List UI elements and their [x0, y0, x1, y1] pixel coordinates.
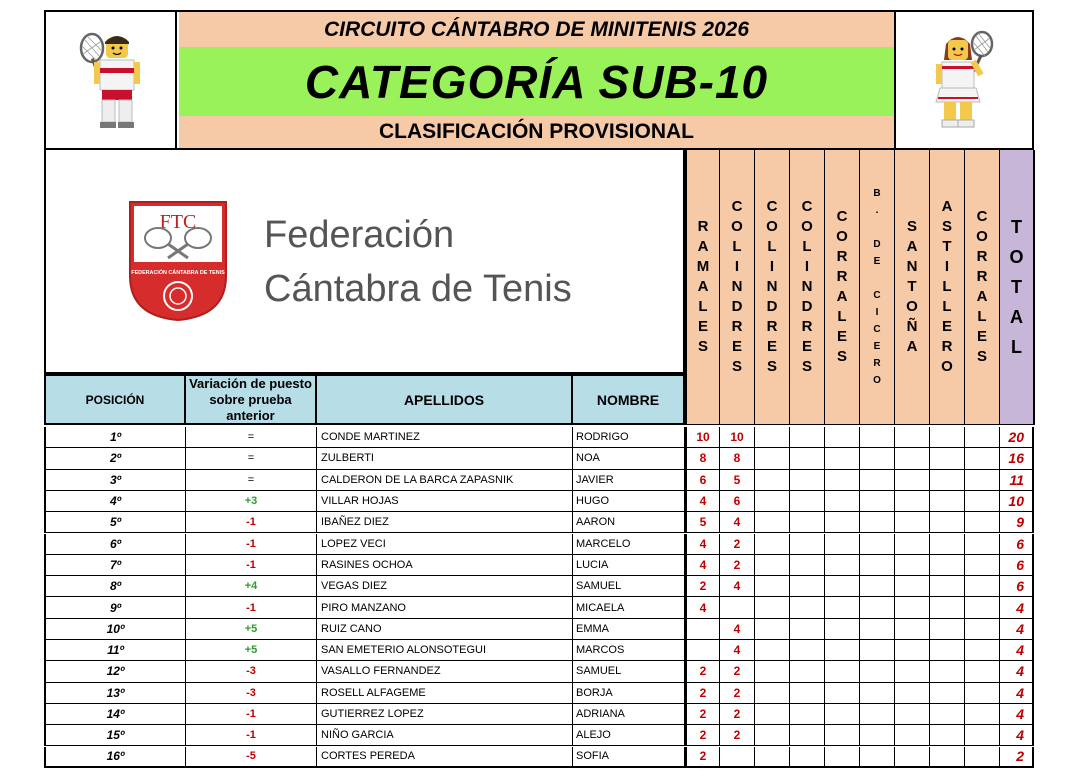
score-cell [825, 512, 860, 533]
surname-cell: CALDERON DE LA BARCA ZAPASNIK [317, 470, 573, 491]
position-cell: 2º [44, 448, 186, 469]
score-cell: 6 [685, 470, 720, 491]
name-cell: NOA [573, 448, 685, 469]
table-row [44, 704, 1034, 725]
tournament-header-9: C O R R A L E S [965, 150, 1000, 425]
score-cell [965, 534, 1000, 555]
name-cell: ADRIANA [573, 704, 685, 725]
score-cell [965, 597, 1000, 618]
score-cell [825, 555, 860, 576]
table-row [44, 555, 1034, 576]
score-cell [790, 619, 825, 640]
score-cell [895, 555, 930, 576]
tournament-header-2: C O L I N D R E S [720, 150, 755, 425]
score-cell: 2 [685, 576, 720, 597]
score-cell: 8 [685, 448, 720, 469]
name-cell: ALEJO [573, 725, 685, 746]
name-cell: JAVIER [573, 470, 685, 491]
score-cell [930, 555, 965, 576]
score-cell [755, 470, 790, 491]
score-cell [825, 448, 860, 469]
score-cell [755, 576, 790, 597]
score-cell [825, 470, 860, 491]
score-cell: 2 [720, 555, 755, 576]
total-cell: 6 [999, 555, 1034, 576]
surname-cell: PIRO MANZANO [317, 597, 573, 618]
col-surnames: APELLIDOS [317, 374, 573, 425]
score-cell [965, 491, 1000, 512]
score-cell [825, 619, 860, 640]
score-cell: 4 [685, 534, 720, 555]
score-cell [860, 597, 895, 618]
col-variation: Variación de puesto sobre prueba anterior [186, 374, 317, 425]
score-cell [930, 512, 965, 533]
surname-cell: SAN EMETERIO ALONSOTEGUI [317, 640, 573, 661]
score-cell [685, 640, 720, 661]
score-cell [825, 534, 860, 555]
player-figure-male [46, 12, 177, 148]
total-cell: 4 [999, 704, 1034, 725]
name-cell: LUCIA [573, 555, 685, 576]
score-cell [965, 619, 1000, 640]
score-cell [790, 427, 825, 448]
score-cell [755, 619, 790, 640]
score-cell: 5 [720, 470, 755, 491]
score-cell [860, 747, 895, 768]
score-cell [755, 683, 790, 704]
score-cell: 4 [720, 576, 755, 597]
score-cell [895, 512, 930, 533]
variation-cell: +5 [186, 640, 317, 661]
title-block [179, 12, 894, 148]
score-cell [930, 576, 965, 597]
score-cell: 4 [720, 512, 755, 533]
score-cell [965, 448, 1000, 469]
score-cell [755, 427, 790, 448]
score-cell [860, 619, 895, 640]
score-cell [895, 661, 930, 682]
tournament-header-8: A S T I L L E R O [930, 150, 965, 425]
score-cell [825, 704, 860, 725]
score-cell [895, 534, 930, 555]
score-cell [755, 640, 790, 661]
score-cell [755, 704, 790, 725]
variation-cell: -1 [186, 725, 317, 746]
name-cell: SAMUEL [573, 661, 685, 682]
tournament-header-6: B . D E C I C E R O [860, 150, 895, 425]
name-cell: SAMUEL [573, 576, 685, 597]
score-cell [755, 534, 790, 555]
score-cell [895, 619, 930, 640]
score-cell [860, 470, 895, 491]
score-cell [965, 747, 1000, 768]
table-row [44, 640, 1034, 661]
score-cell: 10 [685, 427, 720, 448]
score-cell: 2 [685, 747, 720, 768]
score-cell [825, 576, 860, 597]
score-cell: 10 [720, 427, 755, 448]
score-cell: 4 [685, 597, 720, 618]
score-cell [790, 725, 825, 746]
score-cell [860, 725, 895, 746]
score-cell [965, 470, 1000, 491]
total-cell: 11 [999, 470, 1034, 491]
score-cell [965, 512, 1000, 533]
table-row [44, 576, 1034, 597]
score-cell: 2 [720, 725, 755, 746]
score-cell [790, 555, 825, 576]
total-cell: 2 [999, 747, 1034, 768]
ranking-sheet [44, 10, 1034, 772]
table-row [44, 427, 1034, 448]
score-cell: 8 [720, 448, 755, 469]
score-cell [685, 619, 720, 640]
col-position: POSICIÓN [44, 374, 186, 425]
score-cell [720, 597, 755, 618]
score-cell [755, 597, 790, 618]
table-row [44, 661, 1034, 682]
score-cell [825, 683, 860, 704]
variation-cell: -3 [186, 661, 317, 682]
position-cell: 16º [44, 747, 186, 768]
player-figure-female [894, 12, 1032, 148]
position-cell: 10º [44, 619, 186, 640]
federation-name [264, 208, 572, 316]
score-cell [965, 661, 1000, 682]
score-cell [825, 661, 860, 682]
score-cell [930, 619, 965, 640]
score-cell [825, 491, 860, 512]
surname-cell: CORTES PEREDA [317, 747, 573, 768]
score-cell [860, 576, 895, 597]
variation-cell: = [186, 448, 317, 469]
score-cell: 2 [685, 661, 720, 682]
variation-cell: -1 [186, 704, 317, 725]
score-cell [930, 534, 965, 555]
total-cell: 6 [999, 576, 1034, 597]
score-cell [825, 725, 860, 746]
name-cell: HUGO [573, 491, 685, 512]
surname-cell: VEGAS DIEZ [317, 576, 573, 597]
circuit-title: CIRCUITO CÁNTABRO DE MINITENIS 2026 [179, 12, 894, 47]
total-cell: 4 [999, 640, 1034, 661]
position-cell: 12º [44, 661, 186, 682]
score-cell [790, 683, 825, 704]
name-cell: EMMA [573, 619, 685, 640]
total-cell: 4 [999, 619, 1034, 640]
score-cell: 2 [720, 534, 755, 555]
score-cell: 2 [720, 704, 755, 725]
score-cell [930, 448, 965, 469]
score-cell [790, 661, 825, 682]
table-row [44, 448, 1034, 469]
variation-cell: -3 [186, 683, 317, 704]
score-cell: 4 [685, 555, 720, 576]
table-row [44, 534, 1034, 555]
federation-logo-area [44, 150, 685, 374]
score-cell [790, 597, 825, 618]
score-cell: 6 [720, 491, 755, 512]
header [44, 10, 1034, 150]
position-cell: 11º [44, 640, 186, 661]
score-cell: 2 [685, 683, 720, 704]
total-cell: 20 [999, 427, 1034, 448]
score-cell [860, 427, 895, 448]
total-cell: 16 [999, 448, 1034, 469]
score-cell [790, 704, 825, 725]
name-cell: MARCOS [573, 640, 685, 661]
score-cell: 5 [685, 512, 720, 533]
score-cell [790, 491, 825, 512]
score-cell [755, 448, 790, 469]
variation-cell: = [186, 427, 317, 448]
score-cell [895, 747, 930, 768]
position-cell: 4º [44, 491, 186, 512]
score-cell [755, 555, 790, 576]
total-cell: 6 [999, 534, 1034, 555]
variation-cell: +4 [186, 576, 317, 597]
score-cell [860, 704, 895, 725]
table-row [44, 597, 1034, 618]
position-cell: 14º [44, 704, 186, 725]
table-row [44, 725, 1034, 746]
score-cell [930, 747, 965, 768]
score-cell [755, 512, 790, 533]
surname-cell: IBAÑEZ DIEZ [317, 512, 573, 533]
score-cell [965, 576, 1000, 597]
name-cell: MARCELO [573, 534, 685, 555]
position-cell: 8º [44, 576, 186, 597]
total-cell: 4 [999, 597, 1034, 618]
score-cell [965, 640, 1000, 661]
surname-cell: CONDE MARTINEZ [317, 427, 573, 448]
score-cell [860, 448, 895, 469]
score-cell [895, 427, 930, 448]
federation-shield-icon [126, 198, 230, 324]
score-cell [930, 661, 965, 682]
variation-cell: +5 [186, 619, 317, 640]
table-row [44, 491, 1034, 512]
surname-cell: ROSELL ALFAGEME [317, 683, 573, 704]
score-cell [755, 747, 790, 768]
total-cell: 4 [999, 683, 1034, 704]
score-cell [790, 512, 825, 533]
federation-name-line1: Federación [264, 214, 455, 256]
score-cell: 4 [720, 640, 755, 661]
score-cell [930, 597, 965, 618]
variation-cell: = [186, 470, 317, 491]
table-row [44, 512, 1034, 533]
tournament-header-7: S A N T O Ñ A [895, 150, 930, 425]
score-cell [895, 491, 930, 512]
logo-initials: FTC [159, 211, 197, 233]
table-row [44, 747, 1034, 768]
position-cell: 1º [44, 427, 186, 448]
score-cell [895, 597, 930, 618]
score-cell [860, 640, 895, 661]
variation-cell: -1 [186, 555, 317, 576]
federation-name-line2: Cántabra de Tenis [264, 268, 572, 310]
tournament-header-5: C O R R A L E S [825, 150, 860, 425]
score-cell [895, 448, 930, 469]
position-cell: 13º [44, 683, 186, 704]
score-cell [965, 683, 1000, 704]
score-cell: 2 [720, 661, 755, 682]
score-cell [895, 640, 930, 661]
score-cell [860, 491, 895, 512]
score-cell [790, 640, 825, 661]
score-cell [965, 555, 1000, 576]
score-cell [930, 470, 965, 491]
score-cell [860, 512, 895, 533]
position-cell: 5º [44, 512, 186, 533]
name-cell: RODRIGO [573, 427, 685, 448]
score-cell [965, 725, 1000, 746]
name-cell: SOFIA [573, 747, 685, 768]
position-cell: 15º [44, 725, 186, 746]
score-cell [965, 704, 1000, 725]
total-cell: 9 [999, 512, 1034, 533]
score-cell: 4 [685, 491, 720, 512]
surname-cell: RUIZ CANO [317, 619, 573, 640]
category-title: CATEGORÍA SUB-10 [179, 47, 894, 116]
score-cell: 4 [720, 619, 755, 640]
surname-cell: RASINES OCHOA [317, 555, 573, 576]
score-cell [825, 427, 860, 448]
score-cell [860, 661, 895, 682]
score-cell: 2 [685, 704, 720, 725]
position-cell: 6º [44, 534, 186, 555]
surname-cell: LOPEZ VECI [317, 534, 573, 555]
variation-cell: -1 [186, 512, 317, 533]
score-cell [755, 661, 790, 682]
tournament-header-1: R A M A L E S [685, 150, 720, 425]
score-cell: 2 [720, 683, 755, 704]
table-row [44, 619, 1034, 640]
score-cell [895, 683, 930, 704]
variation-cell: -5 [186, 747, 317, 768]
tournament-header-3: C O L I N D R E S [755, 150, 790, 425]
score-cell [895, 470, 930, 491]
table-row [44, 683, 1034, 704]
score-cell [930, 640, 965, 661]
score-cell [790, 534, 825, 555]
col-name: NOMBRE [573, 374, 685, 425]
surname-cell: NIÑO GARCIA [317, 725, 573, 746]
surname-cell: VILLAR HOJAS [317, 491, 573, 512]
score-cell [965, 427, 1000, 448]
surname-cell: ZULBERTI [317, 448, 573, 469]
score-cell [790, 470, 825, 491]
score-cell [895, 576, 930, 597]
score-cell [755, 725, 790, 746]
score-cell [825, 597, 860, 618]
variation-cell: -1 [186, 534, 317, 555]
score-cell [895, 704, 930, 725]
score-cell [860, 555, 895, 576]
score-cell [790, 747, 825, 768]
surname-cell: VASALLO FERNANDEZ [317, 661, 573, 682]
variation-cell: +3 [186, 491, 317, 512]
score-cell [930, 704, 965, 725]
surname-cell: GUTIERREZ LOPEZ [317, 704, 573, 725]
logo-caption: FEDERACIÓN CÁNTABRA DE TENIS [131, 270, 225, 276]
name-cell: BORJA [573, 683, 685, 704]
score-cell [825, 747, 860, 768]
total-cell: 4 [999, 661, 1034, 682]
name-cell: AARON [573, 512, 685, 533]
variation-cell: -1 [186, 597, 317, 618]
score-cell [930, 427, 965, 448]
total-header: T O T A L [1000, 150, 1035, 425]
position-cell: 3º [44, 470, 186, 491]
score-cell [930, 725, 965, 746]
score-cell [790, 576, 825, 597]
score-cell: 2 [685, 725, 720, 746]
total-cell: 4 [999, 725, 1034, 746]
score-cell [860, 683, 895, 704]
score-cell [790, 448, 825, 469]
position-cell: 7º [44, 555, 186, 576]
score-cell [720, 747, 755, 768]
position-cell: 9º [44, 597, 186, 618]
name-cell: MICAELA [573, 597, 685, 618]
classification-title: CLASIFICACIÓN PROVISIONAL [179, 116, 894, 148]
score-cell [860, 534, 895, 555]
score-cell [930, 683, 965, 704]
score-cell [930, 491, 965, 512]
table-row [44, 470, 1034, 491]
score-cell [895, 725, 930, 746]
tournament-header-4: C O L I N D R E S [790, 150, 825, 425]
score-cell [825, 640, 860, 661]
total-cell: 10 [999, 491, 1034, 512]
score-cell [755, 491, 790, 512]
